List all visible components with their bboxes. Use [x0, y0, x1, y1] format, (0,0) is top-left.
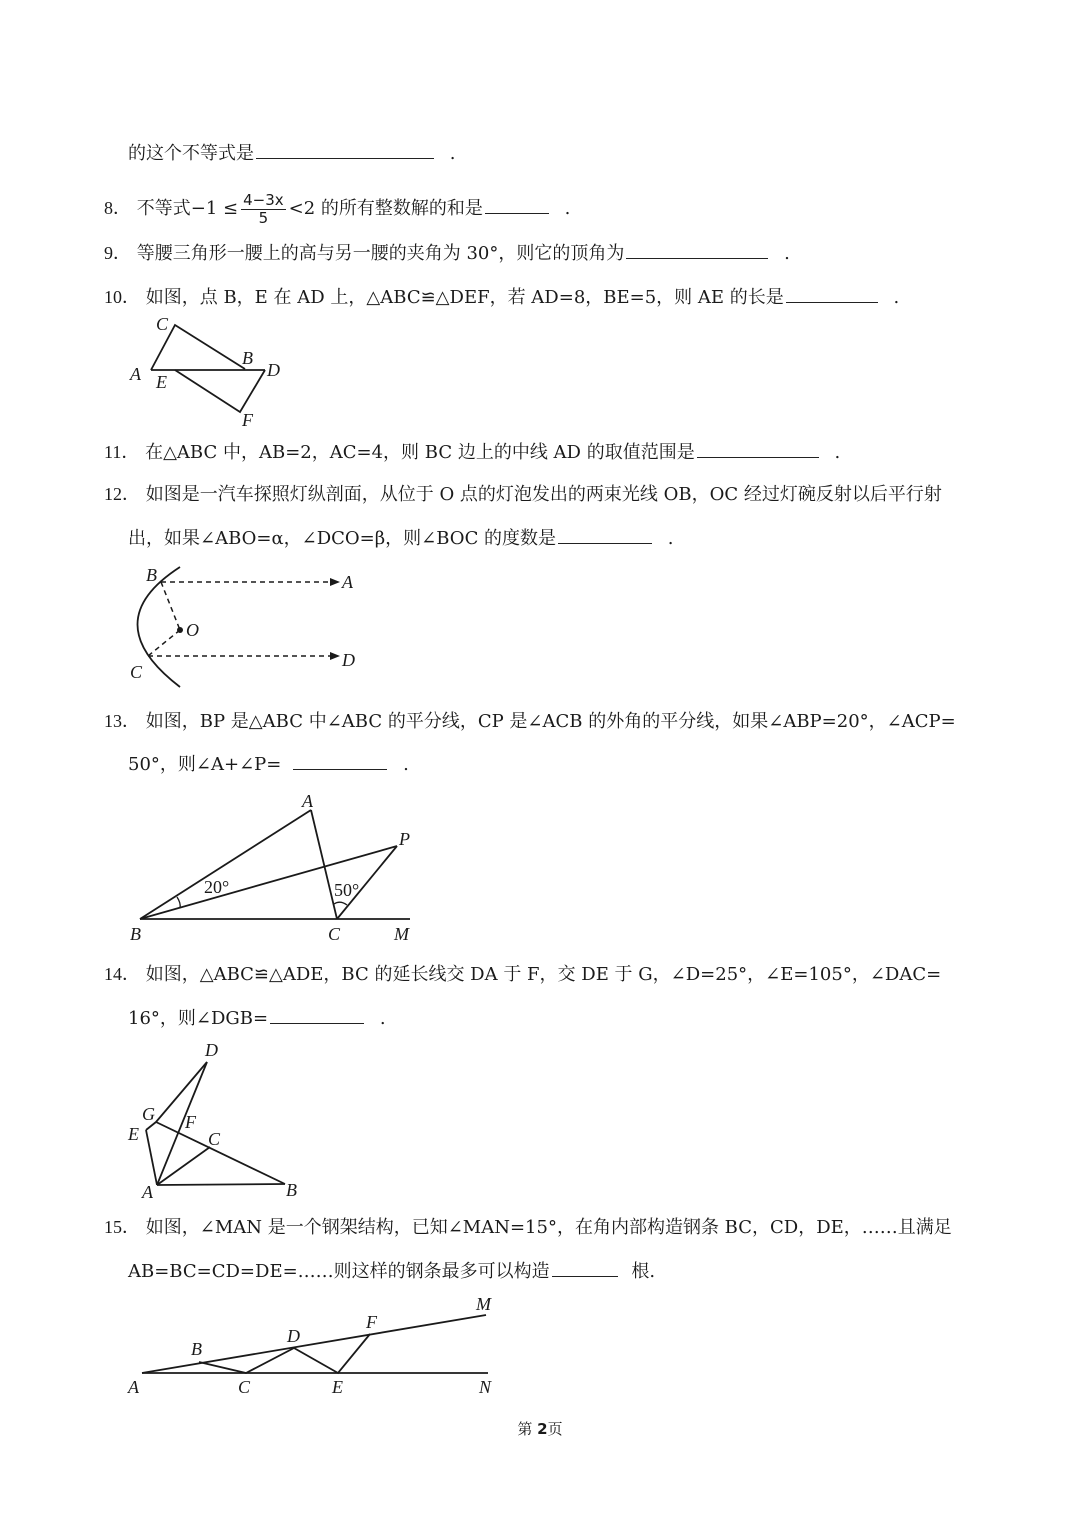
label-A: A: [130, 364, 141, 384]
q8-post: <2 的所有整数解的和是: [288, 198, 483, 219]
q13-number: 13．: [104, 711, 140, 731]
q15-number: 15．: [104, 1217, 140, 1237]
label-B: B: [146, 565, 157, 585]
q9-end: .: [784, 243, 790, 264]
q13-line2: 50°，则∠A+∠P=: [128, 754, 282, 775]
label-D: D: [205, 1040, 218, 1060]
label-F: F: [366, 1312, 377, 1332]
q7-text: 的这个不等式是: [128, 143, 254, 164]
q10-end: .: [893, 287, 900, 308]
q10-number: 10．: [104, 287, 140, 307]
label-P: P: [399, 829, 410, 849]
label-M: M: [476, 1294, 491, 1314]
q15-line2-post: 根.: [631, 1261, 656, 1282]
q13-end: .: [403, 754, 409, 775]
q11-number: 11．: [104, 442, 140, 462]
q13-line1: 如图，BP 是△ABC 中∠ABC 的平分线，CP 是∠ACB 的外角的平分线，如果∠ABP=20°，∠ACP=: [145, 711, 956, 732]
q14-end: .: [379, 1008, 386, 1029]
label-A: A: [142, 1182, 153, 1202]
footer-suffix: 页: [547, 1420, 563, 1438]
label-E: E: [156, 372, 167, 392]
angle-label-20: 20°: [204, 877, 230, 897]
label-D: D: [267, 360, 280, 380]
fraction-denominator: 5: [258, 208, 269, 227]
q14-number: 14．: [104, 964, 140, 984]
q15-line1: 如图，∠MAN 是一个钢架结构，已知∠MAN=15°，在角内部构造钢条 BC，CD，DE，……且满足: [145, 1217, 952, 1238]
label-E: E: [128, 1124, 139, 1144]
q7-end: .: [449, 143, 456, 164]
label-O: O: [186, 620, 199, 640]
q12-number: 12．: [104, 484, 140, 504]
label-A: A: [302, 791, 313, 811]
q15-line2-pre: AB=BC=CD=DE=……则这样的钢条最多可以构造: [128, 1261, 550, 1282]
label-C: C: [208, 1129, 221, 1149]
q10-text: 如图，点 B，E 在 AD 上，△ABC≌△DEF，若 AD=8，BE=5，则 AE 的长是: [145, 287, 784, 308]
q8-number: 8．: [104, 198, 131, 218]
q14-line1: 如图，△ABC≌△ADE，BC 的延长线交 DA 于 F，交 DE 于 G，∠D=25°，∠E=105°，∠DAC=: [145, 964, 942, 985]
fraction-numerator: 4−3x: [243, 190, 284, 209]
label-A: A: [342, 572, 353, 592]
label-F: F: [185, 1112, 196, 1132]
label-D: D: [287, 1326, 300, 1346]
q12-line2: 出，如果∠ABO=α，∠DCO=β，则∠BOC 的度数是: [128, 528, 557, 549]
q8-end: .: [564, 198, 571, 219]
label-N: N: [479, 1377, 492, 1397]
label-D: D: [342, 650, 355, 670]
label-M: M: [394, 924, 409, 944]
label-C: C: [238, 1377, 251, 1397]
angle-label-50: 50°: [334, 880, 360, 900]
label-B: B: [130, 924, 141, 944]
q14-line2: 16°，则∠DGB=: [128, 1008, 269, 1029]
footer-prefix: 第: [517, 1420, 538, 1438]
label-B: B: [242, 348, 253, 368]
page-footer: [0, 1418, 1080, 1439]
label-C: C: [156, 314, 169, 334]
q11-text: 在△ABC 中，AB=2，AC=4，则 BC 边上的中线 AD 的取值范围是: [145, 442, 695, 463]
label-F: F: [242, 410, 253, 430]
q11-end: .: [834, 442, 841, 463]
q9-number: 9．: [104, 243, 131, 263]
label-C: C: [130, 662, 143, 682]
q12-end: .: [667, 528, 674, 549]
label-B: B: [191, 1339, 202, 1359]
label-B: B: [286, 1180, 297, 1200]
q9-text: 等腰三角形一腰上的高与另一腰的夹角为 30°，则它的顶角为: [136, 243, 625, 264]
label-A: A: [128, 1377, 139, 1397]
page-number: 2: [537, 1420, 548, 1438]
label-G: G: [142, 1104, 155, 1124]
q12-line1: 如图是一汽车探照灯纵剖面，从位于 O 点的灯泡发出的两束光线 OB，OC 经过灯碗反射以后平行射: [145, 484, 942, 505]
label-E: E: [332, 1377, 343, 1397]
label-C: C: [328, 924, 341, 944]
q8-pre: 不等式−1 ≤: [136, 198, 239, 219]
